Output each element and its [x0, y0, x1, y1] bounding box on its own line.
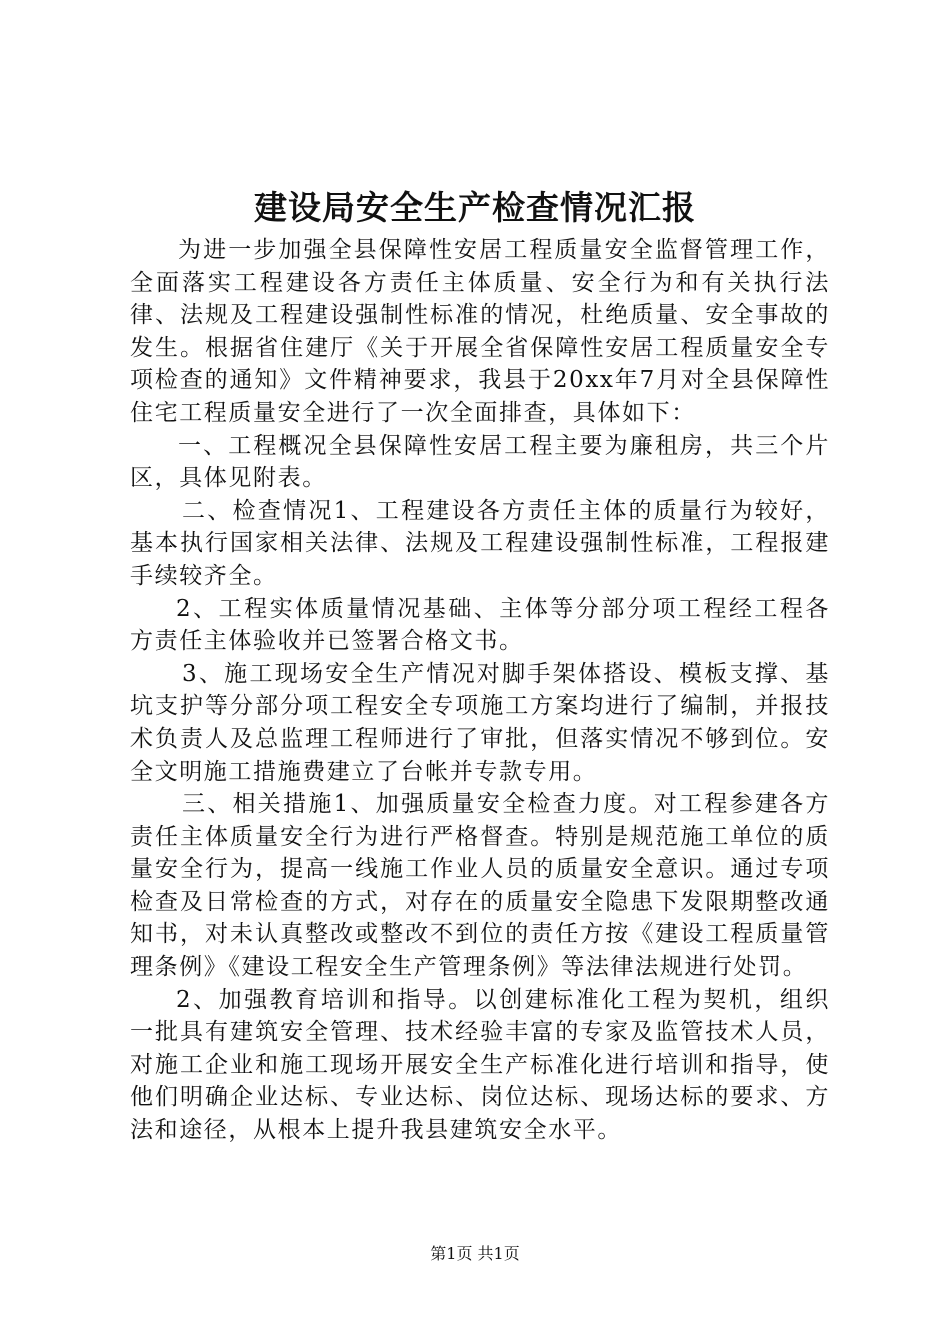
paragraph-inspection-3: 3、施工现场安全生产情况对脚手架体搭设、模板支撑、基坑支护等分部分项工程安全专项施工方案均进行了编制，并报技术负责人及总监理工程师进行了审批，但落实情况不够到位。安全文明施工措施费建立了台帐并专款专用。 [130, 660, 830, 785]
page-number: 第1页 [430, 1244, 473, 1263]
paragraph-measures-1: 三、相关措施1、加强质量安全检查力度。对工程参建各方责任主体质量安全行为进行严格督查。特别是规范施工单位的质量安全行为，提高一线施工作业人员的质量安全意识。通过专项检查及日常检查的方式，对存在的质量安全隐患下发限期整改通知书，对未认真整改或整改不到位的责任方按《建设工程质量管理条例》《建设工程安全生产管理条例》等法律法规进行处罚。 [130, 791, 830, 981]
paragraph-inspection-2: 2、工程实体质量情况基础、主体等分部分项工程经工程各方责任主体验收并已签署合格文书。 [130, 595, 830, 655]
paragraph-inspection-1: 二、检查情况1、工程建设各方责任主体的质量行为较好，基本执行国家相关法律、法规及工程建设强制性标准，工程报建手续较齐全。 [130, 497, 830, 589]
paragraph-intro: 为进一步加强全县保障性安居工程质量安全监督管理工作，全面落实工程建设各方责任主体质量、安全行为和有关执行法律、法规及工程建设强制性标准的情况，杜绝质量、安全事故的发生。根据省住建厅《关于开展全省保障性安居工程质量安全专项检查的通知》文件精神要求，我县于20xx年7月对全县保障性住宅工程质量安全进行了一次全面排查，具体如下： [130, 237, 830, 426]
page-total: 共1页 [477, 1244, 520, 1263]
document-title: 建设局安全生产检查情况汇报 [254, 188, 696, 227]
page-footer [0, 1242, 950, 1266]
paragraph-measures-2: 2、加强教育培训和指导。以创建标准化工程为契机，组织一批具有建筑安全管理、技术经验丰富的专家及监管技术人员，对施工企业和施工现场开展安全生产标准化进行培训和指导，使他们明确企业达标、专业达标、岗位达标、现场达标的要求、方法和途径，从根本上提升我县建筑安全水平。 [130, 986, 830, 1144]
document-body [130, 234, 830, 1147]
paragraph-project-overview: 一、工程概况全县保障性安居工程主要为廉租房，共三个片区，具体见附表。 [130, 432, 830, 492]
